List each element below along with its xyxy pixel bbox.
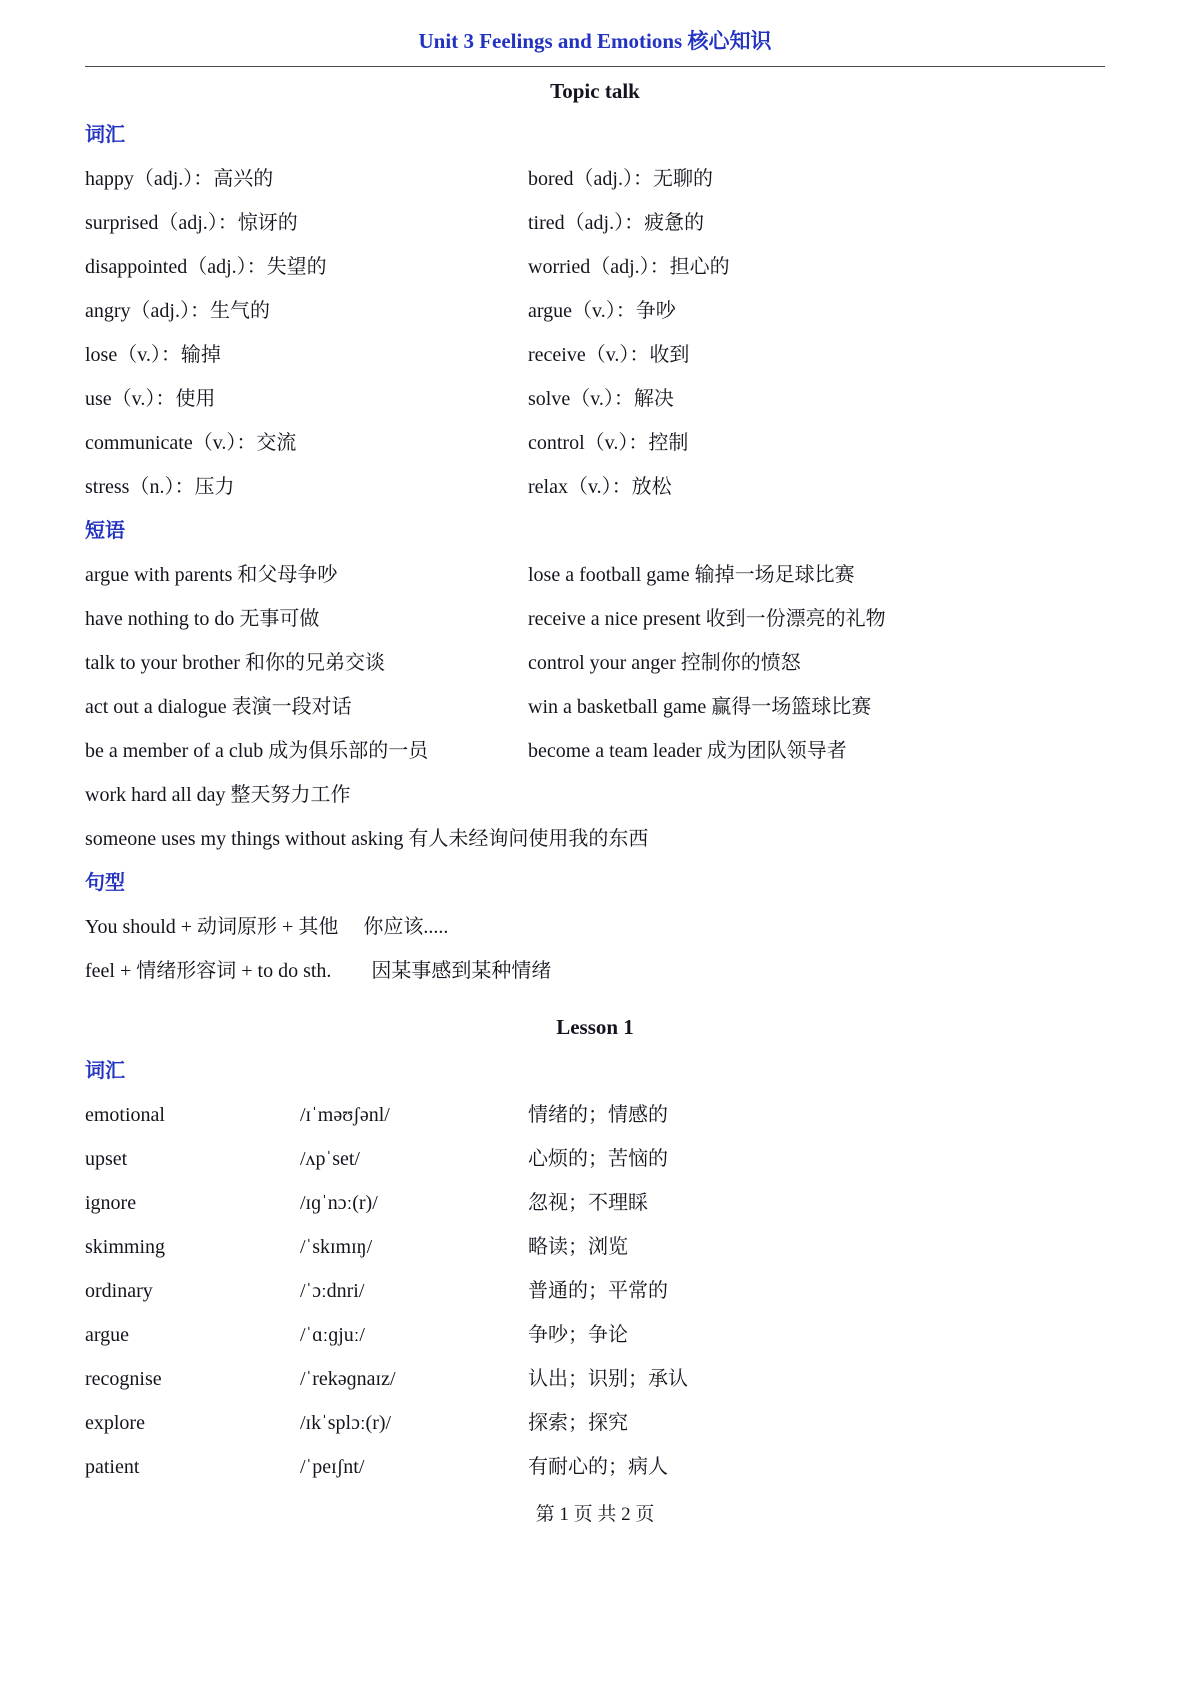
vocab-row (85, 421, 1105, 465)
lexicon-word: emotional (85, 1104, 165, 1126)
phrase-entry: argue with parents 和父母争吵 (85, 564, 338, 586)
lexicon-word: upset (85, 1148, 128, 1170)
page-number-footer: 第 1 页 共 2 页 (535, 1504, 655, 1525)
phrase-entry: have nothing to do 无事可做 (85, 608, 320, 630)
vocab-entry: tired（adj.）：疲惫的 (528, 212, 705, 234)
vocab-row (85, 289, 1105, 333)
page-title: Unit 3 Feelings and Emotions 核心知识 (418, 29, 772, 53)
lexicon-meaning: 有耐心的；病人 (528, 1456, 668, 1478)
lexicon-row (85, 1357, 1105, 1401)
lexicon-meaning: 情绪的；情感的 (528, 1104, 668, 1126)
phrase-row (85, 817, 1105, 861)
phrases-section-heading: 短语 (85, 520, 125, 542)
phrase-row (85, 641, 1105, 685)
lexicon-phonetic: /ˈpeɪʃnt/ (300, 1456, 365, 1478)
vocab-entry: receive（v.）：收到 (528, 344, 690, 366)
vocab-entry: solve（v.）：解决 (528, 388, 674, 410)
vocab-row (85, 201, 1105, 245)
title-divider (85, 66, 1105, 67)
patterns-section-heading: 句型 (85, 872, 125, 894)
phrase-entry: talk to your brother 和你的兄弟交谈 (85, 652, 385, 674)
vocab-entry: control（v.）：控制 (528, 432, 689, 454)
vocab-entry: happy（adj.）：高兴的 (85, 168, 274, 190)
lexicon-row (85, 1401, 1105, 1445)
lexicon-meaning: 心烦的；苦恼的 (528, 1148, 668, 1170)
lexicon-meaning: 探索；探究 (528, 1412, 628, 1434)
lexicon-word: explore (85, 1412, 145, 1434)
phrase-row (85, 685, 1105, 729)
vocab-row (85, 465, 1105, 509)
phrase-entry (528, 773, 1105, 817)
vocab-entry: disappointed（adj.）：失望的 (85, 256, 327, 278)
vocab-entry: lose（v.）：输掉 (85, 344, 221, 366)
lexicon-row (85, 1445, 1105, 1489)
lexicon-phonetic: /ɪˈməʊʃənl/ (300, 1104, 390, 1126)
lexicon-row (85, 1181, 1105, 1225)
lexicon-row (85, 1225, 1105, 1269)
lexicon-phonetic: /ˈɔːdnri/ (300, 1280, 365, 1302)
vocab-entry: argue（v.）：争吵 (528, 300, 676, 322)
lexicon-meaning: 略读；浏览 (528, 1236, 628, 1258)
phrase-entry: receive a nice present 收到一份漂亮的礼物 (528, 608, 886, 630)
phrase-entry: work hard all day 整天努力工作 (85, 784, 351, 806)
lexicon-word: recognise (85, 1368, 162, 1390)
lexicon-row (85, 1137, 1105, 1181)
lexicon-meaning: 争吵；争论 (528, 1324, 628, 1346)
vocab-entry: angry（adj.）：生气的 (85, 300, 270, 322)
lexicon-meaning: 普通的；平常的 (528, 1280, 668, 1302)
phrase-entry: someone uses my things without asking 有人未经询问使用我的东西 (85, 828, 649, 850)
vocab-entry: stress（n.）：压力 (85, 476, 235, 498)
sentence-pattern: You should + 动词原形 + 其他 你应该..... (85, 916, 449, 938)
phrase-entry: control your anger 控制你的愤怒 (528, 652, 801, 674)
phrase-entry: be a member of a club 成为俱乐部的一员 (85, 740, 429, 762)
phrase-entry: act out a dialogue 表演一段对话 (85, 696, 352, 718)
vocab-entry: use（v.）：使用 (85, 388, 216, 410)
vocab-section-heading: 词汇 (85, 124, 125, 146)
lexicon-word: patient (85, 1456, 140, 1478)
lexicon-word: skimming (85, 1236, 166, 1258)
lexicon-word: ordinary (85, 1280, 153, 1302)
sentence-pattern: feel + 情绪形容词 + to do sth. 因某事感到某种情绪 (85, 960, 552, 982)
lexicon-row (85, 1313, 1105, 1357)
vocab-entry: relax（v.）：放松 (528, 476, 672, 498)
phrase-row (85, 553, 1105, 597)
vocab-row (85, 245, 1105, 289)
lexicon-meaning: 认出；识别；承认 (528, 1368, 688, 1390)
lexicon-phonetic: /ˈrekəɡnaɪz/ (300, 1368, 396, 1390)
phrase-entry: become a team leader 成为团队领导者 (528, 740, 847, 762)
phrase-row (85, 729, 1105, 773)
lexicon-phonetic: /ʌpˈset/ (300, 1148, 360, 1170)
lexicon-word: argue (85, 1324, 130, 1346)
lexicon-phonetic: /ˈskɪmɪŋ/ (300, 1236, 373, 1258)
vocab-entry: surprised（adj.）：惊讶的 (85, 212, 298, 234)
vocab-row (85, 333, 1105, 377)
vocab-row (85, 377, 1105, 421)
phrase-row (85, 773, 1105, 817)
lexicon-meaning: 忽视；不理睬 (528, 1192, 648, 1214)
lexicon-row (85, 1093, 1105, 1137)
topic-talk-heading: Topic talk (550, 79, 640, 103)
vocab-entry: bored（adj.）：无聊的 (528, 168, 713, 190)
lexicon-row (85, 1269, 1105, 1313)
lesson1-vocab-heading: 词汇 (85, 1060, 125, 1082)
vocab-entry: communicate（v.）：交流 (85, 432, 297, 454)
lesson1-heading: Lesson 1 (556, 1015, 634, 1039)
lexicon-phonetic: /ˈɑːɡjuː/ (300, 1324, 365, 1346)
phrase-row (85, 597, 1105, 641)
lexicon-word: ignore (85, 1192, 137, 1214)
phrase-entry: win a basketball game 赢得一场篮球比赛 (528, 696, 872, 718)
vocab-entry: worried（adj.）：担心的 (528, 256, 730, 278)
lexicon-phonetic: /ɪɡˈnɔː(r)/ (300, 1192, 378, 1214)
vocab-row (85, 157, 1105, 201)
phrase-entry: lose a football game 输掉一场足球比赛 (528, 564, 855, 586)
lexicon-phonetic: /ɪkˈsplɔː(r)/ (300, 1412, 392, 1434)
